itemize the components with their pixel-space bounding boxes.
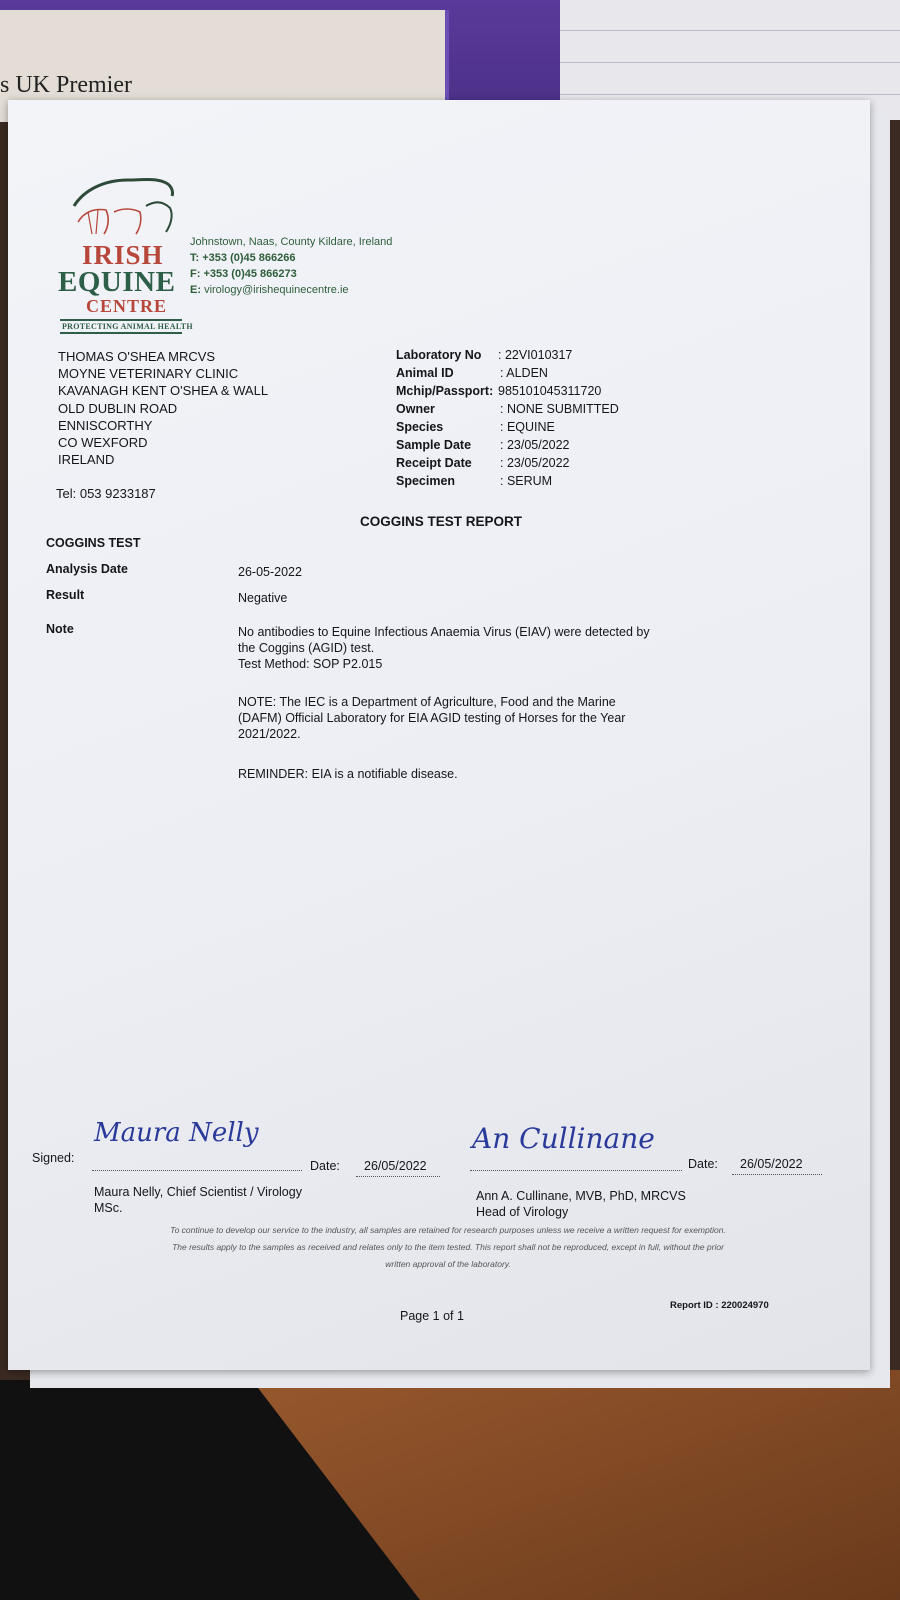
coggins-report-page: [8, 100, 870, 1370]
note-line: the Coggins (AGID) test.: [238, 641, 375, 655]
address-line: MOYNE VETERINARY CLINIC: [58, 366, 239, 382]
address-line: CO WEXFORD: [58, 435, 148, 451]
lab-label: Receipt Date: [396, 456, 472, 470]
address-line: THOMAS O'SHEA MRCVS: [58, 349, 216, 364]
lab-label: Mchip/Passport:: [396, 384, 494, 398]
contact-phone: +353 (0)45 866266: [202, 252, 296, 264]
signer2-title: Head of Virology: [476, 1205, 569, 1219]
signer1-degree: MSc.: [94, 1201, 123, 1215]
lab-value: : ALDEN: [500, 366, 548, 380]
address-line: OLD DUBLIN ROAD: [58, 400, 178, 416]
date-line-1: [356, 1176, 440, 1177]
result-label: Result: [46, 588, 85, 602]
lab-value: : NONE SUBMITTED: [500, 402, 619, 416]
lab-value: : EQUINE: [500, 420, 555, 434]
disclaimer: [68, 1222, 828, 1273]
lab-label: Laboratory No: [396, 348, 482, 362]
contact-address: Johnstown, Naas, County Kildare, Ireland: [190, 236, 393, 248]
disclaimer-line: The results apply to the samples as received and relates only to the item tested. This report shall not be reproduced, except in full, without the prior: [172, 1242, 724, 1252]
date-value-2: 26/05/2022: [740, 1157, 803, 1171]
report-id: Report ID : 220024970: [670, 1300, 769, 1311]
signer1-name: Maura Nelly, Chief Scientist / Virology: [94, 1185, 302, 1199]
lab-value: : 23/05/2022: [500, 456, 570, 470]
lab-label: Sample Date: [396, 438, 472, 452]
lab-value: 985101045311720: [498, 384, 602, 398]
logo-rule-bottom: [60, 332, 182, 334]
dafm-note: [238, 694, 625, 742]
note-text: [238, 624, 650, 672]
note-label: Note: [46, 622, 74, 636]
date-line-2: [732, 1174, 822, 1175]
signature-line-2: [470, 1170, 682, 1171]
page-number: Page 1 of 1: [400, 1309, 464, 1323]
lab-label: Animal ID: [396, 366, 454, 380]
reminder-text: REMINDER: EIA is a notifiable disease.: [238, 767, 458, 781]
signed-label: Signed:: [32, 1151, 75, 1165]
result-value: Negative: [238, 591, 288, 605]
signer2-name: Ann A. Cullinane, MVB, PhD, MRCVS: [476, 1189, 686, 1203]
logo-centre: CENTRE: [86, 296, 168, 316]
logo-tagline: PROTECTING ANIMAL HEALTH: [62, 322, 193, 331]
signature-ann-cullinane: An Cullinane: [472, 1122, 655, 1155]
logo-rule-top: [60, 319, 182, 321]
dafm-line: 2021/2022.: [238, 727, 301, 741]
signature-maura-nelly: Maura Nelly: [94, 1118, 259, 1148]
disclaimer-line: To continue to develop our service to the industry, all samples are retained for research purposes unless we receive a written request for exemption.: [170, 1225, 726, 1235]
lab-value: : SERUM: [500, 474, 553, 488]
lab-value: : 23/05/2022: [500, 438, 570, 452]
note-line: No antibodies to Equine Infectious Anaemia Virus (EIAV) were detected by: [238, 625, 650, 639]
recipient-tel: Tel: 053 9233187: [56, 486, 156, 501]
date-label-2: Date:: [688, 1157, 718, 1171]
analysis-date-label: Analysis Date: [46, 562, 128, 576]
note-line: Test Method: SOP P2.015: [238, 657, 383, 671]
dafm-line: (DAFM) Official Laboratory for EIA AGID testing of Horses for the Year: [238, 711, 626, 725]
recipient-address: [58, 348, 268, 468]
signature-line-1: [92, 1170, 302, 1171]
horse-logo-icon: [70, 172, 182, 240]
address-line: KAVANAGH KENT O'SHEA & WALL: [58, 383, 269, 399]
logo-equine: EQUINE: [58, 266, 176, 298]
lab-label: Species: [396, 420, 444, 434]
lab-label: Specimen: [396, 474, 456, 488]
report-title: COGGINS TEST REPORT: [360, 514, 523, 529]
lab-value: : 22VI010317: [498, 348, 573, 362]
dafm-line: NOTE: The IEC is a Department of Agriculture, Food and the Marine: [238, 695, 616, 709]
lab-label: Owner: [396, 402, 435, 416]
date-label-1: Date:: [310, 1159, 340, 1173]
disclaimer-line: written approval of the laboratory.: [385, 1259, 511, 1269]
test-heading: COGGINS TEST: [46, 536, 141, 550]
background-book-text: s UK Premier: [0, 72, 132, 98]
contact-block: Johnstown, Naas, County Kildare, Ireland T: +353 (0)45 866266 F: +353 (0)45 866273 E: virology@irishequinecentre.ie: [190, 236, 393, 296]
analysis-date-value: 26-05-2022: [238, 565, 302, 579]
address-line: ENNISCORTHY: [58, 417, 153, 433]
date-value-1: 26/05/2022: [364, 1159, 427, 1173]
address-line: IRELAND: [58, 452, 115, 468]
logo-irish: IRISH: [82, 240, 164, 270]
contact-email: virology@irishequinecentre.ie: [204, 284, 349, 296]
contact-fax: +353 (0)45 866273: [203, 268, 297, 280]
